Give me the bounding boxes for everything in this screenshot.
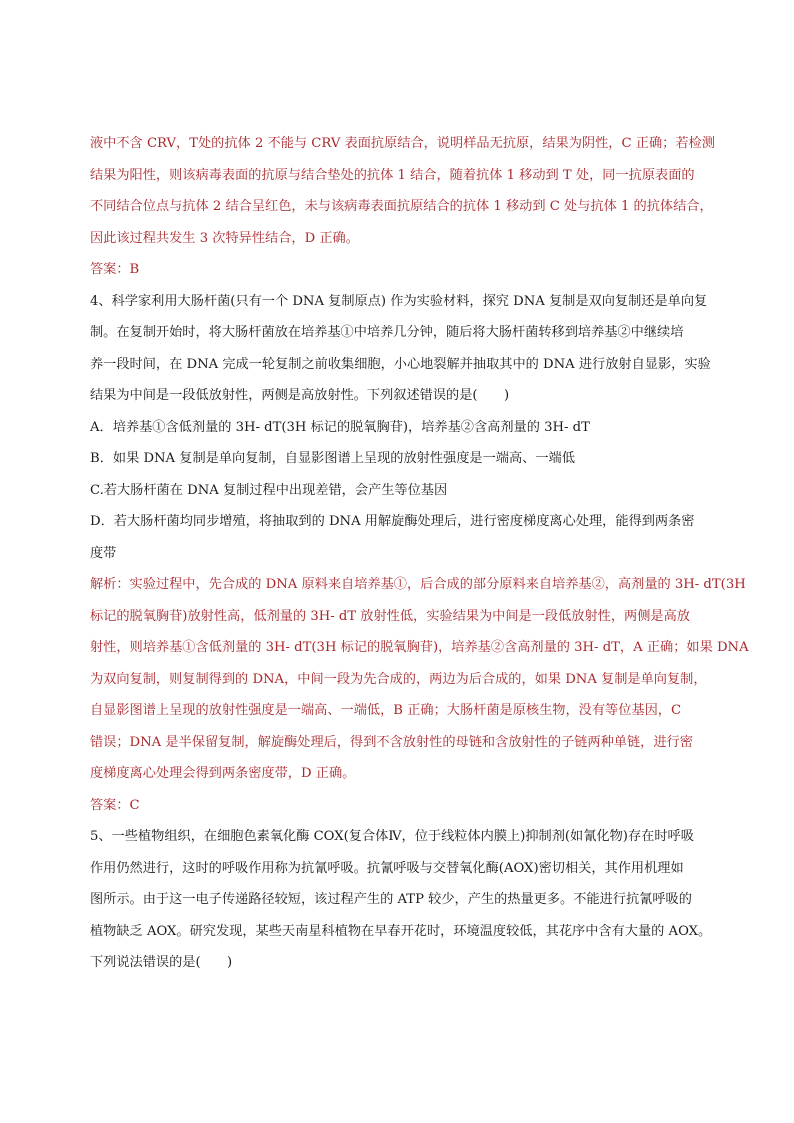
text-line: 下列说法错误的是( ) (90, 955, 233, 970)
text-line: 液中不含 CRV，T处的抗体 2 不能与 CRV 表面抗原结合，说明样品无抗原，结果为阴性，C 正确；若检测 (90, 136, 715, 151)
text-line: 5、一些植物组织，在细胞色素氧化酶 COX(复合体Ⅳ，位于线粒体内膜上)抑制剂(如氰化物)存在时呼吸 (90, 829, 694, 844)
page-content (90, 128, 750, 979)
text-line: 植物缺乏 AOX。研究发现，某些天南星科植物在早春开花时，环境温度较低，其花序中含有大量的 AOX。 (90, 923, 712, 939)
text-line: 结果为中间是一段低放射性，两侧是高放射性。下列叙述错误的是( ) (90, 388, 510, 403)
text-line: 解析：实验过程中，先合成的 DNA 原料来自培养基①，后合成的部分原料来自培养基②，高剂量的 3H- dT(3H (90, 577, 746, 592)
text-line: 图所示。由于这一电子传递路径较短，该过程产生的 ATP 较少，产生的热量更多。不能进行抗氰呼吸的 (90, 892, 692, 907)
text-line: 为双向复制，则复制得到的 DNA，中间一段为先合成的，两边为后合成的，如果 DNA 复制是单向复制， (90, 671, 707, 687)
text-line: 错误；DNA 是半保留复制，解旋酶处理后，得到不含放射性的母链和含放射性的子链两种单链，进行密 (90, 734, 693, 750)
option-d: D．若大肠杆菌均同步增殖，将抽取到的 DNA 用解旋酶处理后，进行密度梯度离心处理，能得到两条密 (90, 514, 695, 529)
option-b: B．如果 DNA 复制是单向复制，自显影图谱上呈现的放射性强度是一端高、一端低 (90, 451, 575, 466)
text-line: 结果为阳性，则该病毒表面的抗原与结合垫处的抗体 1 结合，随着抗体 1 移动到 T 处，同一抗原表面的 (90, 167, 695, 183)
text-line: 因此该过程共发生 3 次特异性结合，D 正确。 (90, 230, 359, 246)
prev-explanation (90, 128, 750, 254)
question-4-answer: 答案：C (90, 797, 140, 813)
question-5 (90, 821, 750, 979)
option-c: C.若大肠杆菌在 DNA 复制过程中出现差错，会产生等位基因 (90, 482, 448, 498)
text-line: 度梯度离心处理会得到两条密度带，D 正确。 (90, 766, 356, 781)
text-line: 标记的脱氧胸苷)放射性高，低剂量的 3H- dT 放射性低，实验结果为中间是一段低放射性，两侧是高放 (90, 608, 690, 624)
question-4 (90, 286, 750, 822)
text-line: 4、科学家利用大肠杆菌(只有一个 DNA 复制原点) 作为实验材料，探究 DNA 复制是双向复制还是单向复 (90, 293, 708, 309)
text-line: 不同结合位点与抗体 2 结合呈红色，未与该病毒表面抗原结合的抗体 1 移动到 C 处与抗体 1 的抗体结合， (90, 199, 713, 214)
question-4-stem (90, 286, 750, 412)
text-line: 作用仍然进行，这时的呼吸作用称为抗氰呼吸。抗氰呼吸与交替氧化酶(AOX)密切相关，其作用机理如 (90, 860, 684, 876)
text-line: 自显影图谱上呈现的放射性强度是一端高、一端低，B 正确；大肠杆菌是原核生物，没有等位基因，C (90, 703, 682, 718)
text-line: 射性，则培养基①含低剂量的 3H- dT(3H 标记的脱氧胸苷)，培养基②含高剂量的 3H- dT，A 正确；如果 DNA (90, 640, 749, 655)
prev-answer: 答案：B (90, 262, 140, 277)
text-line: 制。在复制开始时，将大肠杆菌放在培养基①中培养几分钟，随后将大肠杆菌转移到培养基②中继续培 (90, 325, 684, 340)
question-4-options (90, 412, 750, 570)
option-d-cont: 度带 (90, 545, 117, 561)
text-line: 养一段时间，在 DNA 完成一轮复制之前收集细胞，小心地裂解并抽取其中的 DNA 进行放射自显影，实验 (90, 356, 711, 372)
option-a: A．培养基①含低剂量的 3H- dT(3H 标记的脱氧胸苷)，培养基②含高剂量的 3H- dT (90, 419, 590, 435)
question-4-explanation (90, 569, 750, 790)
